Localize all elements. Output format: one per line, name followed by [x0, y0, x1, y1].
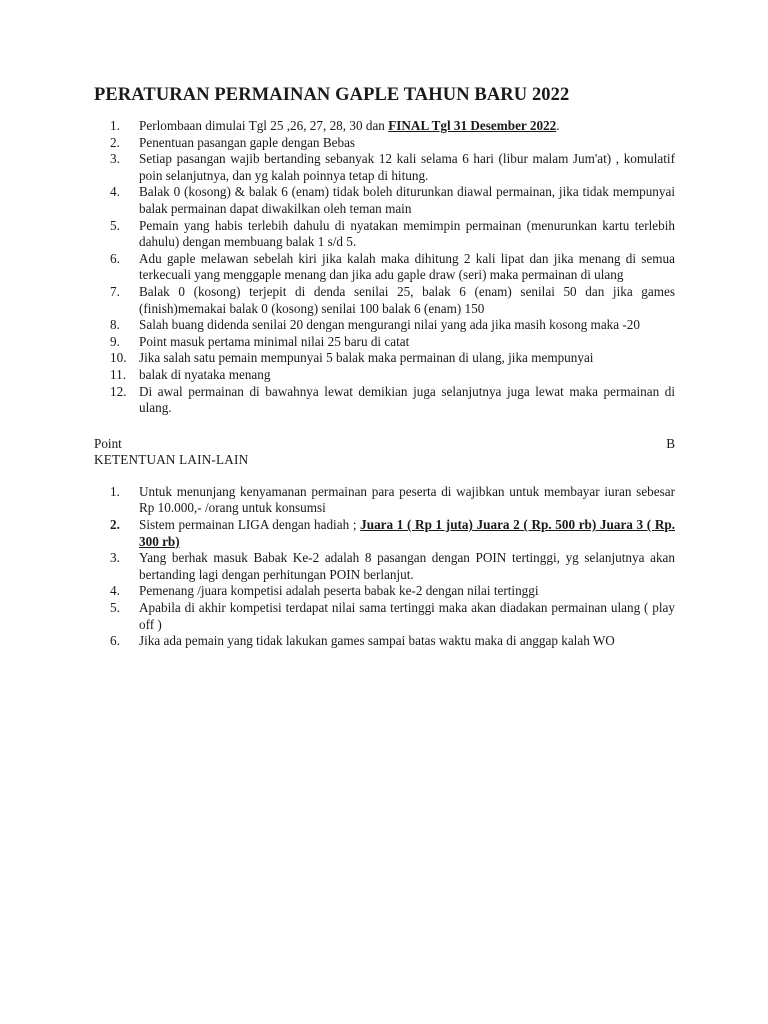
rule-number: 2.	[110, 134, 120, 150]
rule-text: Pemain yang habis terlebih dahulu di nyatakan memimpin permainan (menurunkan kartu terlebih dahulu) dengan membuang balak 1 s/d 5.	[139, 217, 675, 250]
rule-text: Salah buang didenda senilai 20 dengan mengurangi nilai yang ada jika masih kosong maka -20	[139, 317, 640, 333]
rule-number: 6.	[110, 250, 120, 266]
rule-text: Point masuk pertama minimal nilai 25 baru di catat	[139, 333, 410, 349]
rule-number: 10.	[110, 350, 127, 366]
rule-tail: .	[556, 118, 560, 133]
rule-text: Untuk menunjang kenyamanan permainan para peserta di wajibkan untuk membayar iuran sebesar Rp 10.000,- /orang untuk konsumsi	[139, 483, 675, 516]
rule-text: Balak 0 (kosong) terjepit di denda senilai 25, balak 6 (enam) senilai 50 dan jika games (finish)memakai balak 0 (kosong) senilai 100 balak 6 (enam) 150	[139, 283, 675, 316]
rule-item	[94, 251, 675, 284]
rule-item	[94, 350, 675, 367]
rule-item	[94, 284, 675, 317]
rule-item	[94, 583, 675, 600]
rule-item	[94, 184, 675, 217]
other-rules-list	[94, 484, 675, 650]
document-page	[94, 84, 675, 650]
rule-number: 6.	[110, 633, 120, 649]
rule-number: 5.	[110, 217, 120, 233]
rule-item	[94, 118, 675, 135]
rule-text: Adu gaple melawan sebelah kiri jika kalah maka dihitung 2 kali lipat dan jika menang di semua terkecuali yang menggaple menang dan jika adu gaple draw (seri) maka permainan di ulang	[139, 250, 675, 283]
rule-item	[94, 334, 675, 351]
rule-item	[94, 367, 675, 384]
rule-item	[94, 600, 675, 633]
rule-text: Jika salah satu pemain mempunyai 5 balak maka permainan di ulang, jika mempunyai	[139, 350, 594, 366]
rule-item	[94, 517, 675, 550]
rule-number: 3.	[110, 550, 120, 566]
rules-list	[94, 118, 675, 417]
rule-text: Sistem permainan LIGA dengan hadiah ;	[139, 517, 361, 533]
rule-item	[94, 218, 675, 251]
rule-text: balak di nyataka menang	[139, 366, 271, 382]
rule-item	[94, 633, 675, 650]
rule-number: 3.	[110, 151, 120, 167]
final-date: FINAL Tgl 31 Desember 2022	[388, 118, 557, 133]
rule-item	[94, 384, 675, 417]
section-heading: KETENTUAN LAIN-LAIN	[94, 452, 249, 468]
rule-text: Yang berhak masuk Babak Ke-2 adalah 8 pasangan dengan POIN tertinggi, yg selanjutnya akan bertanding lagi dengan perhitungan POIN berlanjut.	[139, 550, 675, 582]
rule-text: Setiap pasangan wajib bertanding sebanyak 12 kali selama 6 hari (libur malam Jum'at) , komulatif poin selanjutnya, dan yg kalah poinnya tetap di hitung.	[139, 151, 675, 183]
rule-number: 1.	[110, 118, 120, 133]
point-line	[94, 436, 675, 453]
rule-number: 7.	[110, 283, 120, 299]
rule-text: Pemenang /juara kompetisi adalah peserta babak ke-2 dengan nilai tertinggi	[139, 583, 539, 599]
rule-item	[94, 484, 675, 517]
rule-number: 11.	[110, 366, 126, 382]
point-label: Point	[94, 435, 122, 451]
rule-text: Perlombaan dimulai Tgl 25 ,26, 27, 28, 30 dan	[139, 118, 389, 133]
rule-text: Penentuan pasangan gaple dengan Bebas	[139, 134, 356, 150]
rule-number: 8.	[110, 317, 120, 333]
rule-number: 12.	[110, 383, 127, 399]
rule-number: 2.	[110, 517, 120, 533]
rule-item	[94, 550, 675, 583]
rule-number: 1.	[110, 483, 120, 499]
rule-number: 5.	[110, 600, 120, 616]
rule-number: 4.	[110, 184, 120, 200]
rule-item	[94, 151, 675, 184]
rule-number: 4.	[110, 583, 120, 599]
document-title: PERATURAN PERMAINAN GAPLE TAHUN BARU 2022	[94, 85, 570, 105]
rule-number: 9.	[110, 333, 120, 349]
prize-text: Juara 1 ( Rp 1 juta) Juara 2 ( Rp. 500 rb) Juara 3 ( Rp. 300 rb)	[139, 517, 675, 549]
rule-text: Jika ada pemain yang tidak lakukan games sampai batas waktu maka di anggap kalah WO	[139, 633, 615, 649]
rule-text: Apabila di akhir kompetisi terdapat nilai sama tertinggi maka akan diadakan permainan ulang ( play off )	[139, 600, 675, 632]
rule-text: Balak 0 (kosong) & balak 6 (enam) tidak boleh diturunkan diawal permainan, jika tidak mempunyai balak permainan dapat diwakilkan oleh teman main	[139, 184, 675, 216]
point-right-marker: B	[666, 435, 675, 451]
rule-item	[94, 317, 675, 334]
rule-text: Di awal permainan di bawahnya lewat demikian juga selanjutnya juga lewat maka permainan di ulang.	[139, 383, 675, 416]
rule-item	[94, 135, 675, 152]
